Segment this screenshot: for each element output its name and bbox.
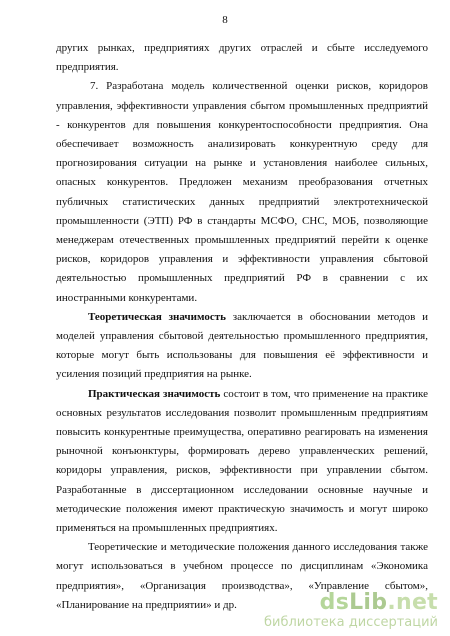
watermark-logo-net: .net — [387, 590, 438, 615]
paragraph-theoretical-significance — [56, 308, 428, 385]
paragraph-practical-significance — [56, 385, 428, 539]
watermark-logo-ds: ds — [319, 590, 350, 615]
page-number: 8 — [222, 14, 228, 26]
theoretical-significance-heading: Теоретическая значимость — [88, 310, 226, 323]
document-body — [56, 39, 428, 615]
watermark-logo — [264, 591, 438, 615]
paragraph-educational-use: Теоретические и методические положения данного исследования также могут использоваться в учебном процессе по дисциплинам «Экономика предприятия», «Организация производства», «Управление сбытом», «Планирование на предприятии» и др. — [56, 541, 428, 611]
watermark-subtitle: библиотека диссертаций — [264, 615, 438, 630]
practical-significance-text: состоит в том, что применение на практике основных результатов исследования позволит промышленным предприятиям повысить конкурентные преимущества, оперативно реагировать на изменения рыночной конъюнктуры, формировать дерево управленческих решений, коридоры управления, рисков, эффективности при управлении сбытом. Разработанные в диссертационном исследовании основные научные и методические положения имеют практическую значимость и могут широко применяться на промышленных предприятиях. — [56, 387, 429, 535]
practical-significance-heading: Практическая значимость — [88, 387, 221, 400]
watermark — [264, 591, 438, 630]
paragraph-continuation: других рынках, предприятиях других отраслей и сбыте исследуемого предприятия. — [56, 42, 428, 74]
paragraph-item-7: 7. Разработана модель количественной оценки рисков, коридоров управления, эффективности управления сбытом промышленных предприятий - конкурентов для повышения конкурентоспособности предприятия. Она обеспечивает возможность анализировать конкурентную среду для прогнозирования ситуации на рынке и установления наиболее сильных, опасных конкурентов. Предложен механизм преобразования отчетных публичных статистических данных предприятий электротехнической промышленности (ЭТП) РФ в стандарты МСФО, СНС, МОБ, позволяющие менеджерам отечественных промышленных предприятий перейти к оценке рисков, коридоров управления и эффективности управления сбытовой деятельностью промышленных предприятий РФ в сравнении с их иностранными конкурентами. — [56, 80, 428, 304]
watermark-logo-lib: Lib — [349, 590, 388, 615]
theoretical-significance-text: заключается в обосновании методов и моделей управления сбытовой деятельностью промышленного предприятия, которые могут быть использованы для повышения её эффективности и усиления позиций предприятия на рынке. — [56, 310, 428, 381]
